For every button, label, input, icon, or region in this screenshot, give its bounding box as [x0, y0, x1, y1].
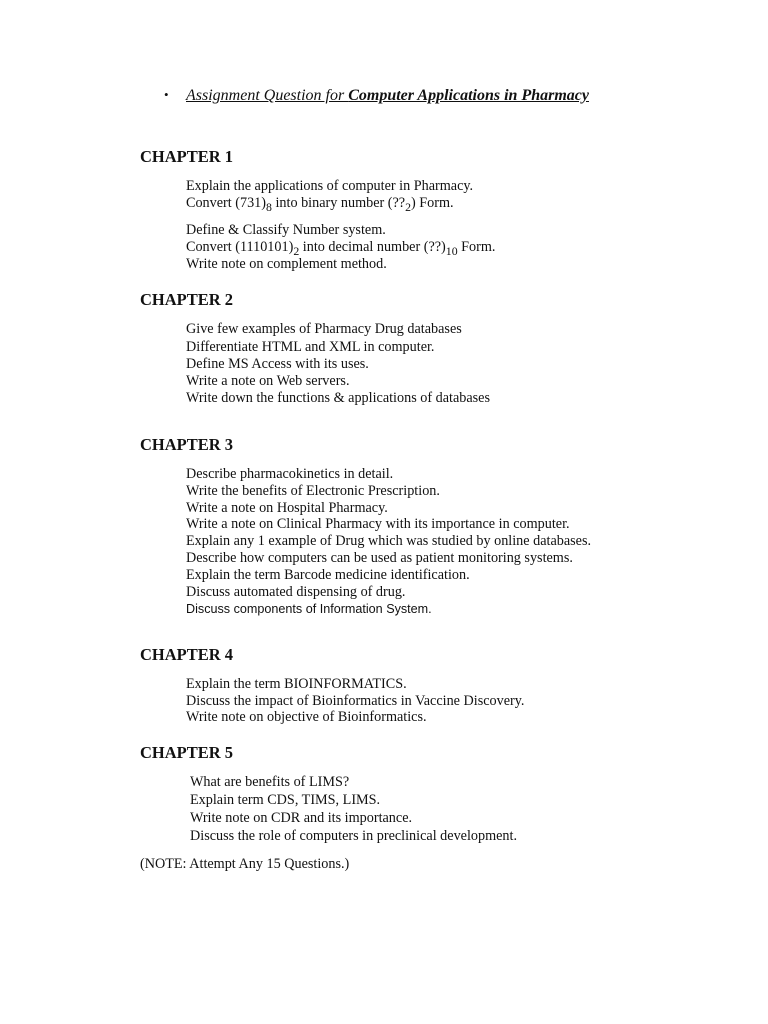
chapter-1-question-3: Define & Classify Number system. — [186, 222, 386, 238]
chapter-3-question-1: Describe pharmacokinetics in detail. — [186, 466, 394, 482]
chapter-4-question-1: Explain the term BIOINFORMATICS. — [186, 676, 407, 692]
chapter-1-title: CHAPTER 1 — [140, 147, 234, 166]
chapter-4-question-2: Discuss the impact of Bioinformatics in Vaccine Discovery. — [186, 693, 525, 709]
chapter-1-question-5: Write note on complement method. — [186, 256, 387, 272]
chapter-4-title: CHAPTER 4 — [140, 645, 234, 664]
chapter-3-title: CHAPTER 3 — [140, 435, 234, 454]
chapter-1-question-4: Convert $(1110101)_2$ into decimal number $(??)_{10}$ Form. — [186, 239, 496, 258]
heading-subject: Computer Applications in Pharmacy — [348, 87, 589, 104]
chapter-5-question-2: Explain term CDS, TIMS, LIMS. — [190, 792, 381, 808]
chapter-2-title: CHAPTER 2 — [140, 290, 234, 309]
chapter-3-question-6: Describe how computers can be used as patient monitoring systems. — [186, 550, 573, 566]
chapter-3-question-4: Write a note on Clinical Pharmacy with its importance in computer. — [186, 516, 570, 532]
assignment-heading — [164, 87, 589, 105]
chapter-1-question-2: Convert $(731)_8$ into binary number $(??_2)$ Form. — [186, 195, 454, 214]
chapter-2-question-1: Give few examples of Pharmacy Drug databases — [186, 321, 462, 337]
chapter-3-question-2: Write the benefits of Electronic Prescription. — [186, 483, 440, 499]
chapter-4-question-3: Write note on objective of Bioinformatics. — [186, 709, 427, 725]
chapter-5-title: CHAPTER 5 — [140, 743, 234, 762]
chapter-2-question-2: Differentiate HTML and XML in computer. — [186, 339, 435, 355]
heading-lead: Assignment Question for — [186, 87, 349, 104]
chapter-3-question-3: Write a note on Hospital Pharmacy. — [186, 500, 388, 516]
chapter-3-question-7: Explain the term Barcode medicine identification. — [186, 567, 470, 583]
chapter-2-question-5: Write down the functions & applications of databases — [186, 390, 490, 406]
chapter-2-question-3: Define MS Access with its uses. — [186, 356, 369, 372]
chapter-5-question-1: What are benefits of LIMS? — [190, 774, 350, 790]
chapter-5-question-4: Discuss the role of computers in preclinical development. — [190, 828, 518, 844]
chapter-3-question-9: Discuss components of Information System. — [186, 602, 432, 616]
chapter-5-question-3: Write note on CDR and its importance. — [190, 810, 413, 826]
attempt-note: (NOTE: Attempt Any 15 Questions.) — [140, 856, 350, 872]
chapter-1-question-1: Explain the applications of computer in Pharmacy. — [186, 178, 474, 194]
chapter-3-question-8: Discuss automated dispensing of drug. — [186, 584, 406, 600]
chapter-3-question-5: Explain any 1 example of Drug which was studied by online databases. — [186, 533, 592, 549]
chapter-2-question-4: Write a note on Web servers. — [186, 373, 350, 389]
bullet-icon: • — [164, 87, 169, 102]
